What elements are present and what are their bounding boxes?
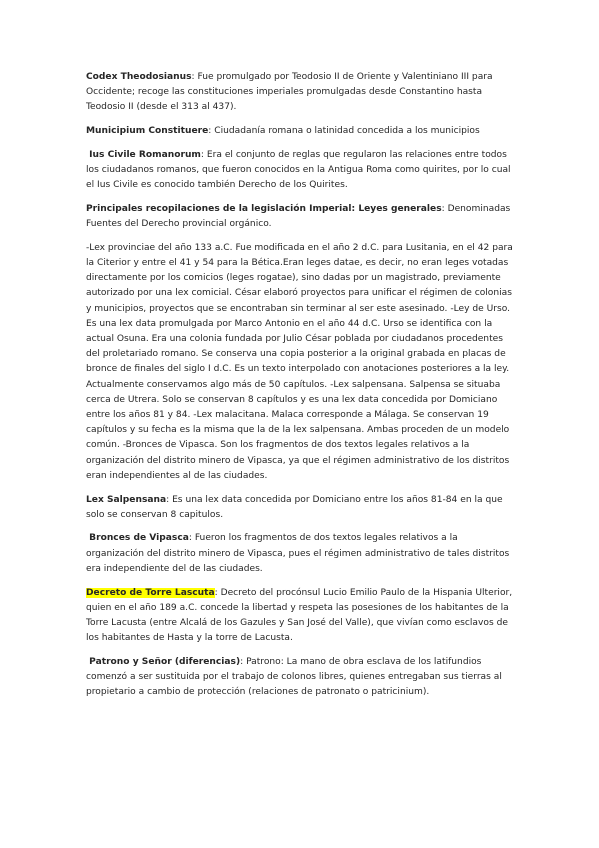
definition-ius-civile-romanorum: : Era el conjunto de reglas que regularon las relaciones entre todos los ciudadanos romanos, que fueron conocidos en la Antigua Roma como quirites, por lo cual el Ius Civile es conocido también Derecho de los Quirites. [86, 149, 514, 191]
term-decreto-torre-lascuta: Decreto de Torre Lascuta [86, 587, 215, 598]
document-page [86, 70, 516, 709]
text-lex-provinciae-list: -Lex provinciae del año 133 a.C. Fue modificada en el año 2 d.C. para Lusitania, en el 42 para la Citerior y entre el 41 y 54 para la Bética.Eran leges datae, es decir, no eran leges votadas directamente por los comicios (leges rogatae), sino dadas por un magistrado, previamente autorizado por una lex comicial. César elaboró proyectos para unificar el régimen de colonias y municipios, proyectos que se encontraban sin terminar al ser este asesinado. -Ley de Urso. Es una lex data promulgada por Marco Antonio en el año 44 d.C. Urso se identifica con la actual Osuna. Era una colonia fundada por Julio César poblada por ciudadanos procedentes del proletariado romano. Se conserva una copia posterior a la original grabada en placas de bronce de finales del siglo I d.C. Es un texto interpolado con anotaciones posteriores a la ley. Actualmente conservamos algo más de 50 capítulos. -Lex salpensana. Salpensa se situaba cerca de Utrera. Solo se conservan 8 capítulos y es una lex data concedida por Domiciano entre los años 81 y 84. -Lex malacitana. Malaca corresponde a Málaga. Se conservan 19 capítulos y su fecha es la misma que la de la lex salpensana. Ambas proceden de un modelo común. -Bronces de Vipasca. Son los fragmentos de dos textos legales relativos a la organización del distrito minero de Vipasca, ya que el régimen administrativo de los distritos eran independientes al de las ciudades. [86, 242, 516, 481]
paragraph-ius-civile-romanorum [86, 148, 516, 194]
term-patrono-y-senor: Patrono y Señor (diferencias) [86, 656, 241, 667]
definition-lex-salpensana: : Es una lex data concedida por Domiciano entre los años 81-84 en la que solo se conservan 8 capitulos. [86, 494, 506, 520]
term-lex-salpensana: Lex Salpensana [86, 494, 167, 505]
term-codex-theodosianus: Codex Theodosianus [86, 72, 192, 82]
paragraph-decreto-torre-lascuta [86, 586, 516, 647]
term-municipium-constituere: Municipium Constituere [86, 126, 209, 137]
definition-decreto-torre-lascuta: : Decreto del procónsul Lucio Emilio Paulo de la Hispania Ulterior, quien en el año 189 a.C. concede la libertad y respeta las posesiones de los habitantes de la Torre Lacusta (entre Alcalá de los Gazules y San José del Valle), que vivían como esclavos de los habitantes de Hasta y la torre de Lacusta. [86, 587, 516, 644]
paragraph-lex-provinciae-list [86, 241, 516, 484]
paragraph-recopilaciones-legislacion-imperial [86, 202, 516, 232]
definition-recopilaciones-legislacion-imperial: : Denominadas Fuentes del Derecho provincial orgánico. [86, 203, 514, 230]
paragraph-bronces-de-vipasca [86, 531, 516, 577]
term-bronces-de-vipasca: Bronces de Vipasca [86, 533, 189, 544]
paragraph-codex-theodosianus [86, 70, 516, 116]
paragraph-patrono-y-senor [86, 655, 516, 701]
definition-patrono-y-senor: : Patrono: La mano de obra esclava de los latifundios comenzó a ser sustituida por el trabajo de colonos libres, quienes entregaban sus tierras al propietario a cambio de protección (relaciones de patronato o patricinium). [86, 656, 505, 698]
definition-bronces-de-vipasca: : Fueron los fragmentos de dos textos legales relativos a la organización del distrito minero de Vipasca, pues el régimen administrativo de tales distritos era independiente del de las ciudades. [86, 533, 513, 574]
term-ius-civile-romanorum: Ius Civile Romanorum [86, 149, 201, 160]
paragraph-municipium-constituere [86, 124, 516, 139]
term-recopilaciones-legislacion-imperial: Principales recopilaciones de la legislación Imperial: Leyes generales [86, 203, 442, 214]
definition-municipium-constituere: : Ciudadanía romana o latinidad concedida a los municipios [208, 126, 480, 137]
paragraph-lex-salpensana [86, 493, 516, 523]
definition-codex-theodosianus: : Fue promulgado por Teodosio II de Oriente y Valentiniano III para Occidente; recoge las constituciones imperiales promulgadas desde Constantino hasta Teodosio II (desde el 313 al 437). [86, 72, 496, 113]
